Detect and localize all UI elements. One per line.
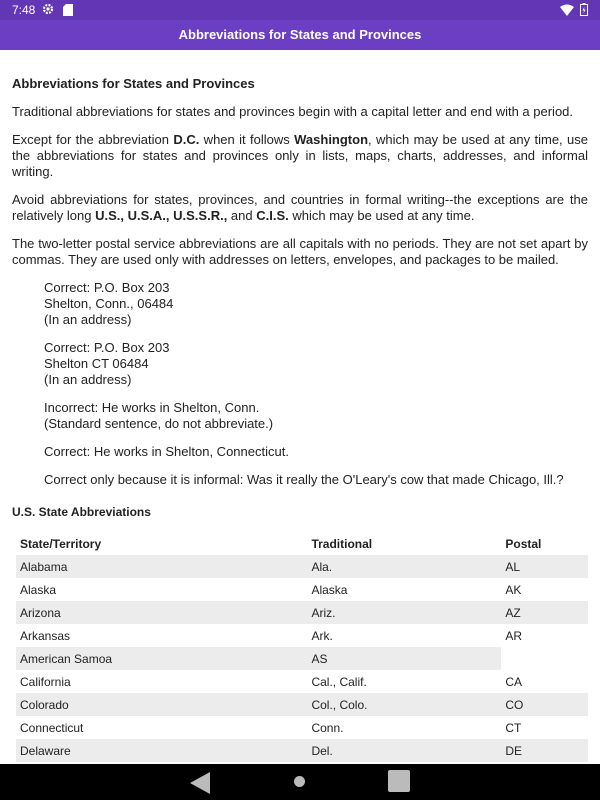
header-state: State/Territory [20, 536, 102, 551]
recents-icon[interactable] [388, 770, 410, 792]
example-1: Correct: P.O. Box 203 Shelton, Conn., 06484 (In an address) [44, 280, 174, 327]
gear-icon [42, 3, 54, 18]
cell-traditional: Del. [307, 739, 501, 762]
cell-traditional: Ala. [307, 555, 501, 578]
cell-postal [501, 647, 588, 670]
cell-state: Arizona [16, 601, 307, 624]
cell-postal: AZ [501, 601, 588, 624]
paragraph-2: Except for the abbreviation D.C. when it follows Washington, which may be used at any time, use the abbreviations for states and provinces only in lists, maps, charts, addresses, and informal writing. [12, 132, 589, 179]
cell-state: Connecticut [20, 720, 84, 735]
cell-postal: AK [505, 582, 522, 597]
table-row [16, 647, 588, 670]
cell-postal: CA [505, 674, 523, 689]
app-bar-title: Abbreviations for States and Provinces [0, 20, 600, 50]
cell-state: Alabama [16, 555, 307, 578]
cell-traditional: Col., Colo. [307, 693, 501, 716]
cell-traditional: Conn. [311, 720, 344, 735]
wifi-icon [560, 4, 574, 19]
table-row [16, 601, 588, 624]
table-row [16, 670, 588, 693]
table-row [16, 624, 588, 647]
cell-state: Delaware [16, 739, 307, 762]
cell-postal: AL [501, 555, 588, 578]
table-row [16, 716, 588, 739]
cell-traditional: Alaska [311, 582, 348, 597]
paragraph-3: Avoid abbreviations for states, provinces, and countries in formal writing--the exceptions are the relatively long U.S., U.S.A., U.S.S.R., and C.I.S. which may be used at any time. [12, 192, 588, 223]
cell-traditional: Ariz. [307, 601, 501, 624]
section-title: U.S. State Abbreviations [12, 505, 151, 519]
status-bar [0, 0, 600, 20]
cell-state: American Samoa [16, 647, 307, 670]
table-row [16, 578, 588, 601]
cell-postal: CO [501, 693, 588, 716]
example-3: Incorrect: He works in Shelton, Conn. (Standard sentence, do not abbreviate.) [44, 400, 274, 431]
cell-traditional: Ark. [311, 628, 333, 643]
navigation-bar [0, 764, 600, 800]
cell-traditional: Cal., Calif. [311, 674, 367, 689]
table-row [16, 555, 588, 578]
table-header-row [16, 532, 588, 555]
cell-postal: AR [505, 628, 523, 643]
article-heading: Abbreviations for States and Provinces [12, 76, 255, 91]
status-time: 7:48 [12, 3, 36, 17]
article-content[interactable] [12, 50, 588, 764]
cell-state: Colorado [16, 693, 307, 716]
sd-card-icon [63, 4, 73, 19]
cell-postal: DE [501, 739, 588, 762]
example-4: Correct: He works in Shelton, Connecticut. [44, 444, 289, 459]
table-row [16, 693, 588, 716]
example-5: Correct only because it is informal: Was it really the O'Leary's cow that made Chicago, Ill.? [44, 472, 564, 487]
state-abbreviations-table [16, 532, 588, 785]
cell-traditional: AS [307, 647, 501, 670]
battery-icon [580, 3, 588, 19]
header-traditional: Traditional [311, 536, 373, 551]
cell-state: Arkansas [20, 628, 71, 643]
cell-state: California [20, 674, 71, 689]
paragraph-1: Traditional abbreviations for states and provinces begin with a capital letter and end with a period. [12, 104, 574, 119]
table-row [16, 739, 588, 762]
example-2: Correct: P.O. Box 203 Shelton CT 06484 (In an address) [44, 340, 170, 387]
cell-postal: CT [505, 720, 522, 735]
paragraph-4: The two-letter postal service abbreviations are all capitals with no periods. They are not set apart by commas. They are used only with addresses on letters, envelopes, and packages to be mailed. [12, 236, 588, 267]
cell-state: Alaska [20, 582, 57, 597]
home-icon[interactable] [294, 776, 305, 787]
header-postal: Postal [505, 536, 542, 551]
back-icon[interactable] [188, 771, 212, 800]
